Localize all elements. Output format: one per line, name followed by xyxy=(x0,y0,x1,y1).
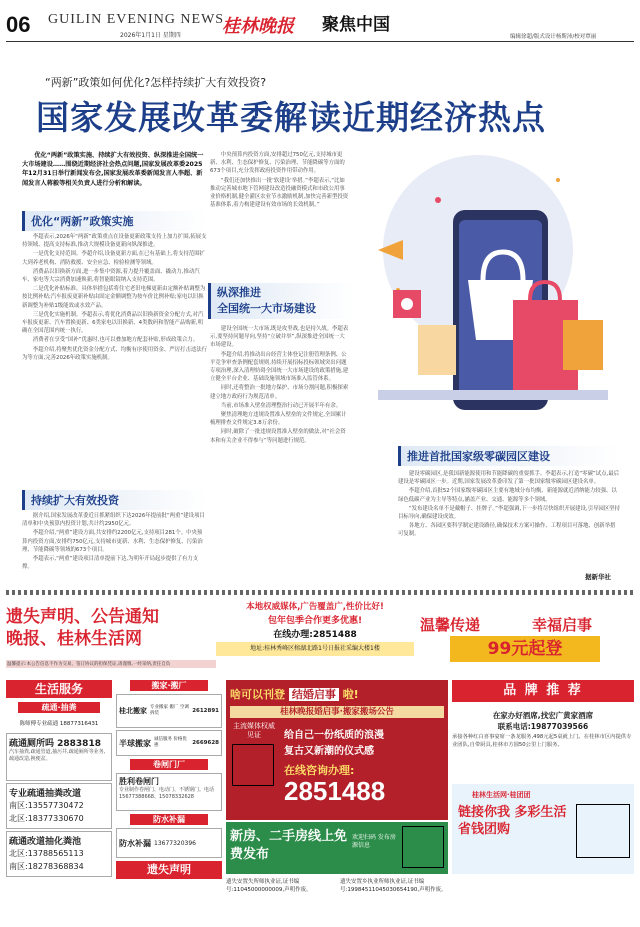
move-2-name: 半球搬家 xyxy=(119,738,151,748)
wedding-line2: 复古又新潮的仪式感 xyxy=(284,746,374,757)
brand-header: 品 牌 推 荐 xyxy=(452,680,634,702)
page-header xyxy=(0,8,640,42)
brand-promo-title: 链接你我 多彩生活省钱团购 xyxy=(458,805,567,837)
headline: 国家发展改革委解读近期经济热点 xyxy=(36,98,546,137)
shopping-illustration xyxy=(358,140,616,438)
brand-promo xyxy=(452,784,634,874)
paragraph: 各地方、各园区要科学制定建设路径,确保技术方案可操作、工程项目可落地、创新举措可复制。 xyxy=(398,523,616,538)
dredge-box-2-title: 专业疏通抽粪改道 xyxy=(9,789,82,799)
dredge-box-2 xyxy=(6,783,112,829)
kicker: “两新”政策如何优化?怎样持续扩大有效投资? xyxy=(45,76,267,89)
editor-credits: 编辑徐超/版式设计杨斯沛/校对覃丽 xyxy=(510,34,597,40)
move-box-2 xyxy=(116,730,222,756)
brand-phone: 联系电话:19877039566 xyxy=(497,722,589,731)
page-number: 06 xyxy=(6,12,31,37)
section-title: 聚焦中国 xyxy=(322,15,390,35)
dredge-box-2-north: 北区:18377330670 xyxy=(9,814,84,823)
subhead-market xyxy=(208,283,354,319)
paragraph: 同时,还将整治一批地方保护、市场分割问题,积极探索建立地方政府行为规范清单。 xyxy=(210,385,349,400)
subhead-market-line2: 全国统一大市场建设 xyxy=(217,302,316,315)
paragraph: 建设零碳园区,是我国新能源使用和节能降碳的重要抓手。李超表示,打造“零碳”试点,最后建设是零碳园区一步。近期,国家发展改革委印发了第一批国家级零碳园区建设名单。 xyxy=(398,471,619,486)
column-2b-body xyxy=(210,325,350,446)
paragraph: 一是优化支持范围。李超介绍,设备更新方面,在已有基础上,将支持范围扩大到养老机构、消防救援、安全应急、检验检测等领域。 xyxy=(22,251,206,266)
column-3-body xyxy=(398,470,620,540)
ad-notice-line2: 晚报、桂林生活网 xyxy=(6,629,142,649)
newspaper-logo: 桂林晚报 xyxy=(222,16,294,37)
paragraph: 李超介绍,首批52个国家级零碳园区主要有地域分布均衡、新能源就近消纳能力较强、以绿色低碳产业为主导等特点,涵盖产业、交通、能源等多个领域。 xyxy=(398,488,617,503)
house-ad-title: 新房、二手房线上免费发布 xyxy=(230,829,348,862)
door-box xyxy=(116,773,222,811)
brand-qr-icon xyxy=(576,804,630,858)
ad-strip xyxy=(6,600,634,676)
column-2-body xyxy=(210,151,350,210)
paragraph: 消费者在享受“国补”优惠时,也可以叠加地方配套补贴,形成政策合力。 xyxy=(32,337,199,344)
ad-media-line1: 本地权威媒体,广告覆盖广,性价比好! xyxy=(246,602,384,612)
paragraph: 李超介绍,将推动出台经营主体登记注册管理条例、公平竞争审查条例配套规则,持续开展招标投标领域突出问题专项治理,深入清理妨碍全国统一大市场建设的政策措施,建立健全平台企业、基础设施领域市场准入监管体系。 xyxy=(210,351,349,383)
wedding-title: 结婚启事 xyxy=(289,688,339,701)
move-2-phone: 2669628 xyxy=(192,740,219,746)
paragraph: 李超表示,“两重”建设项目清单提前下达,为明年开局起步提供了有力支撑。 xyxy=(22,556,199,571)
subhead-two-new: 优化“两新”政策实施 xyxy=(22,211,207,231)
paragraph: 当前,市场准入壁垒清理整治行动已开展半年有余。 xyxy=(220,402,342,409)
issue-date: 2026年1月1日 星期四 xyxy=(120,32,181,39)
wedding-ad xyxy=(226,680,448,820)
header-rule xyxy=(6,41,634,42)
paragraph: “发布建设名单不是戴帽子、挂牌子。”李超强调,下一步将尽快组织开展建设,引导园区坚持目标导向,确保建设成效。 xyxy=(398,505,620,521)
wedding-tail: 啦! xyxy=(342,688,359,701)
house-qr-icon xyxy=(402,826,444,868)
ad-wedding-notice xyxy=(420,614,634,668)
wedding-tag xyxy=(230,686,359,702)
paragraph: 李超介绍,“两重”建设方面,共安排约2200亿元,支持项目281个。中央预算内投资方面,安排约750亿元,支持城市更新、水利、生态保护修复、污染治理、节能降碳等领域的673个项目。 xyxy=(22,530,203,553)
move-2-text: 诚信服务 价格优惠 xyxy=(154,737,187,748)
brand-promo-sub: 桂林生活网·桂团团 xyxy=(472,791,531,799)
paragraph: 聚焦清理地方违规设置准入壁垒的文件规定,全国累计梳理排查文件规定3.8万余份。 xyxy=(210,412,347,427)
ad-price: 99元起登 xyxy=(450,636,600,662)
wedding-phone: 2851488 xyxy=(284,776,386,806)
waterproof-name: 防水补漏 xyxy=(119,838,151,848)
door-text: 专业制作卷闸门、电动门、不锈钢门。电话 15677388668、15078332628 xyxy=(119,787,215,800)
house-ad-sub: 欢迎扫码 发布房源信息 xyxy=(352,834,396,849)
wedding-line1: 给自己一份纸质的浪漫 xyxy=(284,730,384,741)
dredge-box-2-south: 南区:13557730472 xyxy=(9,801,84,810)
dredge-box-3-north: 北区:13788565113 xyxy=(9,849,84,858)
ad-media-line2: 包年包季合作更多优惠! xyxy=(267,616,363,626)
ad-media xyxy=(216,600,414,670)
paragraph: 李超介绍,将聚焦优化资金分配方式、均衡有序使用资金、严厉打击违法行为等方面,完善2026年政策实施机制。 xyxy=(22,346,208,361)
waterproof-box xyxy=(116,828,222,858)
classifieds-mid xyxy=(116,680,222,920)
ad-media-phone: 在线办理:2851488 xyxy=(273,630,357,640)
move-header: 搬家·搬厂 xyxy=(130,680,208,691)
life-service-header: 生活服务 xyxy=(6,680,112,698)
move-1-phone: 2612891 xyxy=(192,708,219,714)
wedding-banner: 桂林晚报婚启事·搬家搬场公告 xyxy=(230,706,444,718)
move-box-1 xyxy=(116,694,222,728)
column-1b-body xyxy=(22,512,207,572)
dredge-box-1-text: 汽车抽粪,疏通管道,抽污井,疏通厕所等业务,疏通改造,换便盆。 xyxy=(9,749,106,762)
byline: 据新华社 xyxy=(585,573,611,581)
subhead-investment: 持续扩大有效投资 xyxy=(22,490,207,510)
door-name: 胜利卷闸门 xyxy=(119,777,159,786)
lost-notice-left: 遗失安置失所师执业证,证书编号:11045000000009,声明作废。 xyxy=(226,879,312,893)
paragraph: “我们还加快推出一批‘软建设’举措。”李超表示,“比如推动完善城市地下管网建设改造投融资模式和市政公用事业价格机制,健全灌区农业节水激励机制,加快完善新型投资基准体系,着力构建建设有效市场的长效机制。” xyxy=(210,177,349,209)
paper-english-name: GUILIN EVENING NEWS xyxy=(48,12,225,27)
move-1-text: 专业搬家 搬厂 空调 拆装 xyxy=(150,705,189,716)
dredge-header: 疏通·抽粪 xyxy=(18,702,100,713)
lost-notice-right: 遗失安置乡执业所师执业证,证书编号:19984511045030654190,声明作废。 xyxy=(340,879,447,893)
paragraph: 李超表示,2026年“两新”政策重点在设备更新政策支持上加力扩围,拓展支持领域、提高支持标准,推动大规模设备更新向纵深推进。 xyxy=(22,234,207,249)
paragraph: 消费品以旧换新方面,进一步集中资源,着力提升覆盖面、撬动力,推动汽车、家电等大宗消费加速焕新,将智能眼镜纳入支持范围。 xyxy=(22,268,200,284)
dredge-box-1-title: 疏通厕所吗 2883818 xyxy=(9,739,101,749)
brand-recommend xyxy=(452,680,634,874)
door-header: 卷闸门厂 xyxy=(130,759,208,770)
paragraph: 据介绍,国家发展改革委近日抓紧组织下达2026年提前批“两重”建设项目清单和中央预算内投资计划,共计约2950亿元。 xyxy=(22,513,205,528)
subhead-market-line1: 纵深推进 xyxy=(217,286,261,299)
wedding-side: 主流媒体权威见证 xyxy=(233,722,275,739)
ad-divider xyxy=(6,590,634,595)
ad-notice xyxy=(6,600,186,676)
column-1-body xyxy=(22,233,207,363)
ad-notice-note: 温馨提示:本公告信息不作为交易、签订协议的担保凭证,请谨慎,一经采纳,责任自负 xyxy=(6,660,216,668)
classifieds-left xyxy=(6,680,112,920)
wedding-tag-text: 啥可以刊登 xyxy=(230,688,285,701)
dredge-box-3-south: 南区:18278368834 xyxy=(9,862,84,871)
paragraph: 建设全国统一大市场,既是攻坚战,也是持久战。李超表示,要坚持问题导向,坚持“立破并举”,纵深推进全国统一大市场建设。 xyxy=(210,326,349,349)
dredge-box-3 xyxy=(6,831,112,877)
ad-warm: 温馨传递 xyxy=(420,616,481,634)
dredge-box-1 xyxy=(6,733,112,781)
lead-paragraph xyxy=(22,151,207,189)
dredge-box-3-title: 疏通改道抽化粪池 xyxy=(9,837,82,847)
ad-happy: 幸福启事 xyxy=(532,616,593,634)
move-1-name: 桂北搬家 xyxy=(119,707,147,715)
ad-notice-line1: 遗失声明、公告通知 xyxy=(6,607,159,627)
lost-notice-header: 遗失声明 xyxy=(116,861,222,879)
paragraph: 二是优化补贴标准。具体举措包括将住宅老旧电梯更新由定额补贴调整为按比例补贴;汽车报废更新补贴由固定金额调整为按车价比例补贴;家电以旧换新调整为补贴1级能效或水效产品。 xyxy=(22,286,206,309)
dredge-phone: 陈师傅专业疏通 18877316431 xyxy=(19,721,99,727)
paragraph: 三是优化实施机制。李超表示,将优化消费品以旧换新资金分配方式,对汽车报废更新、汽车置换更新、6类家电以旧换新、4类数码和智能产品购新,明确在全国范围内统一执行。 xyxy=(22,311,204,335)
lead-text: 优化“两新”政策实施、持续扩大有效投资、纵深推进全国统一大市场建设……围绕近期经济社会热点问题,国家发展改革委2025年12月31日举行新闻发布会,国家发展改革委新闻发言人李超、新闻发言人蒋毅等相关负责人进行分析和解读。 xyxy=(22,152,204,187)
waterproof-phone: 13677320396 xyxy=(154,839,196,847)
wedding-line3: 在线咨询办理: xyxy=(284,764,355,777)
photo-caption: 推进首批国家级零碳园区建设 xyxy=(398,446,620,466)
paragraph: 同时,破除了一批违规设置准入壁垒的做法,对“社会资本和有关企业不得参与”等问题进行规范。 xyxy=(210,429,346,444)
wedding-qr-icon xyxy=(232,744,274,786)
paragraph: 中央预算内投资方面,安排超过750亿元,支持城市更新、水利、生态保护修复、污染治理、节能降碳等方面的673个项目,充分发挥政府投资作用带动作用。 xyxy=(210,152,345,175)
brand-name: 在家办好酒席,找宏广黄家酒席 xyxy=(492,711,594,720)
house-ad xyxy=(226,822,448,874)
waterproof-header: 防水补漏 xyxy=(130,814,208,825)
brand-desc: 承接各种红白喜事宴席一条龙服务,498元起5桌就上门。在桂林市区内提供专业团队,自带厨具,桂林市方圆50公里上门服务。 xyxy=(452,734,632,748)
ad-media-address: 地址:桂林秀峰区榕湖北路1号日报社采编大楼1楼 xyxy=(216,642,414,656)
